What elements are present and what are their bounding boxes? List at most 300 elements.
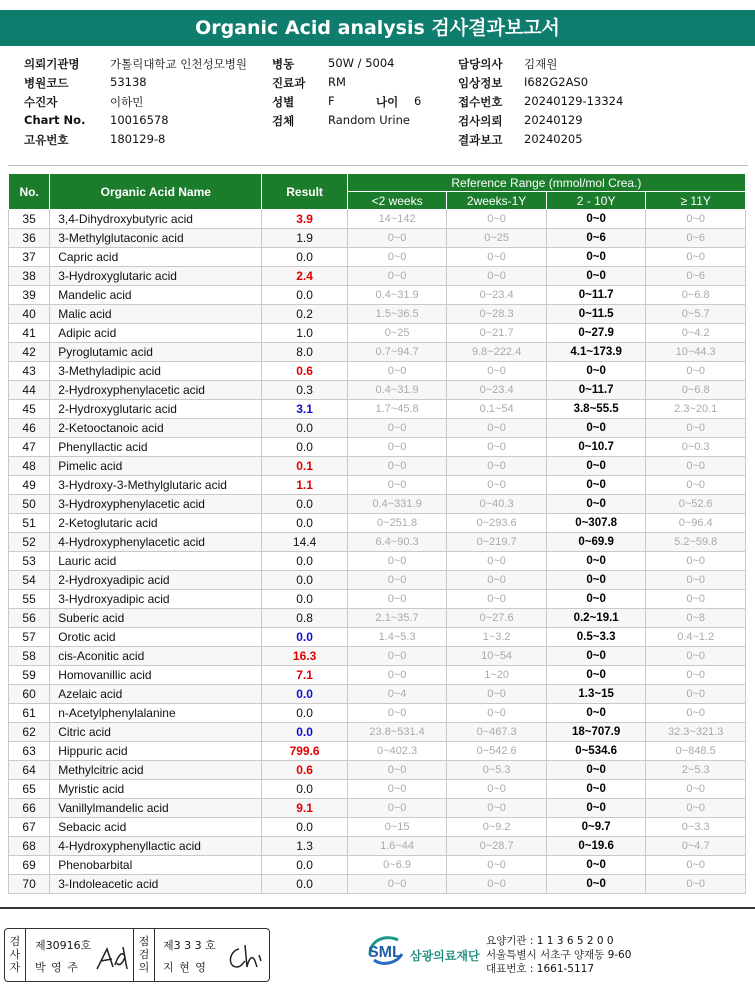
- org-phone: 대표번호 : 1661-5117: [486, 963, 595, 975]
- hospital-label: 의뢰기관명: [24, 57, 80, 71]
- result-value: 1.0: [262, 324, 347, 343]
- signature-box: [4, 928, 270, 982]
- ref-2weeks-1y: 0.1~54: [447, 400, 547, 419]
- acid-name: Malic acid: [50, 305, 262, 324]
- acid-name: 3-Hydroxyglutaric acid: [50, 267, 262, 286]
- table-row: [9, 685, 746, 704]
- table-row: [9, 210, 746, 229]
- ref-2-10y: 0~0: [546, 362, 646, 381]
- row-number: 57: [9, 628, 50, 647]
- tester-license: 제30916호: [35, 939, 92, 952]
- ref-2weeks-1y: 0~0: [447, 362, 547, 381]
- uid-value: 180129-8: [110, 132, 166, 146]
- col-no-header: No.: [9, 174, 50, 210]
- acid-name: Phenobarbital: [50, 856, 262, 875]
- ref-under-2-weeks: 1.6~44: [347, 837, 447, 856]
- tester-signature: [93, 943, 131, 975]
- chart-label: Chart No.: [24, 113, 86, 127]
- doctor-value: 김재원: [524, 57, 558, 71]
- acid-name: 2-Ketooctanoic acid: [50, 419, 262, 438]
- ref-under-2-weeks: 0~0: [347, 666, 447, 685]
- ref-2-10y: 0~0: [546, 761, 646, 780]
- table-row: [9, 666, 746, 685]
- ref-2-10y: 0~0: [546, 647, 646, 666]
- ref-under-2-weeks: 0~251.8: [347, 514, 447, 533]
- row-number: 47: [9, 438, 50, 457]
- results-body: [9, 210, 746, 894]
- ref-2-10y: 0~0: [546, 476, 646, 495]
- ref-2-10y: 0~19.6: [546, 837, 646, 856]
- ref-under-2-weeks: 0~0: [347, 704, 447, 723]
- ref-2weeks-1y: 0~0: [447, 685, 547, 704]
- row-number: 61: [9, 704, 50, 723]
- ref-under-2-weeks: 0.4~331.9: [347, 495, 447, 514]
- result-value: 0.0: [262, 723, 347, 742]
- ref-under-2-weeks: 0~0: [347, 438, 447, 457]
- ref-2-10y: 0~27.9: [546, 324, 646, 343]
- ref-over-11y: 32.3~321.3: [646, 723, 746, 742]
- row-number: 41: [9, 324, 50, 343]
- ref-2-10y: 1.3~15: [546, 685, 646, 704]
- table-row: [9, 628, 746, 647]
- result-value: 0.0: [262, 685, 347, 704]
- ref-under-2-weeks: 0~0: [347, 248, 447, 267]
- ref-over-11y: 2~5.3: [646, 761, 746, 780]
- receipt-label: 접수번호: [458, 95, 503, 109]
- ref-under-2-weeks: 0.7~94.7: [347, 343, 447, 362]
- row-number: 44: [9, 381, 50, 400]
- ref-over-11y: 0~4.7: [646, 837, 746, 856]
- ref-2weeks-1y: 0~0: [447, 590, 547, 609]
- result-value: 7.1: [262, 666, 347, 685]
- ref-2-10y: 0~0: [546, 590, 646, 609]
- ref-2-10y: 0~0: [546, 552, 646, 571]
- ref-under-2-weeks: 0~0: [347, 761, 447, 780]
- ref-2-10y: 0~0: [546, 856, 646, 875]
- confirmer-signature: [225, 941, 263, 973]
- ref-over-11y: 0~0: [646, 419, 746, 438]
- ref-over-11y: 0~0: [646, 210, 746, 229]
- ref-over-11y: 0~6.8: [646, 381, 746, 400]
- ref-2-10y: 0~0: [546, 704, 646, 723]
- ref-col-4: ≥ 11Y: [646, 192, 746, 210]
- result-value: 9.1: [262, 799, 347, 818]
- ref-under-2-weeks: 14~142: [347, 210, 447, 229]
- ref-2weeks-1y: 0~27.6: [447, 609, 547, 628]
- specimen-value: Random Urine: [328, 113, 410, 127]
- ref-under-2-weeks: 0~0: [347, 590, 447, 609]
- acid-name: 3-Indoleacetic acid: [50, 875, 262, 894]
- result-value: 0.0: [262, 495, 347, 514]
- acid-name: 3-Hydroxyphenylacetic acid: [50, 495, 262, 514]
- ref-2-10y: 0~0: [546, 571, 646, 590]
- ref-2weeks-1y: 0~0: [447, 875, 547, 894]
- table-row: [9, 571, 746, 590]
- ref-2weeks-1y: 0~0: [447, 267, 547, 286]
- acid-name: 3-Methylglutaconic acid: [50, 229, 262, 248]
- report-title: Organic Acid analysis 검사결과보고서: [0, 10, 755, 46]
- ref-2-10y: 18~707.9: [546, 723, 646, 742]
- ref-2-10y: 0~0: [546, 248, 646, 267]
- acid-name: 4-Hydroxyphenylacetic acid: [50, 533, 262, 552]
- ref-2weeks-1y: 0~0: [447, 856, 547, 875]
- ref-under-2-weeks: 0~0: [347, 267, 447, 286]
- acid-name: 2-Ketoglutaric acid: [50, 514, 262, 533]
- ref-2weeks-1y: 9.8~222.4: [447, 343, 547, 362]
- result-value: 0.2: [262, 305, 347, 324]
- table-row: [9, 438, 746, 457]
- table-row: [9, 818, 746, 837]
- request-value: 20240129: [524, 113, 583, 127]
- ref-under-2-weeks: 0~0: [347, 419, 447, 438]
- ref-2-10y: 0~69.9: [546, 533, 646, 552]
- ref-over-11y: 0~4.2: [646, 324, 746, 343]
- ref-over-11y: 0~0: [646, 799, 746, 818]
- row-number: 56: [9, 609, 50, 628]
- dept-value: RM: [328, 75, 346, 89]
- row-number: 39: [9, 286, 50, 305]
- table-row: [9, 647, 746, 666]
- code-label: 병원코드: [24, 76, 69, 90]
- table-row: [9, 419, 746, 438]
- ref-2-10y: 0~11.7: [546, 286, 646, 305]
- row-number: 35: [9, 210, 50, 229]
- chart-value: 10016578: [110, 113, 169, 127]
- confirmer-name: 지 현 영: [163, 961, 207, 974]
- ref-2weeks-1y: 0~0: [447, 248, 547, 267]
- result-value: 0.3: [262, 381, 347, 400]
- acid-name: Sebacic acid: [50, 818, 262, 837]
- ref-2weeks-1y: 0~0: [447, 704, 547, 723]
- row-number: 40: [9, 305, 50, 324]
- confirmer-license: 제3 3 3 호: [163, 939, 216, 952]
- patient-label: 수진자: [24, 95, 58, 109]
- result-value: 0.6: [262, 761, 347, 780]
- acid-name: 3,4-Dihydroxybutyric acid: [50, 210, 262, 229]
- ref-2-10y: 0~0: [546, 666, 646, 685]
- ref-over-11y: 0~0: [646, 476, 746, 495]
- table-row: [9, 723, 746, 742]
- row-number: 58: [9, 647, 50, 666]
- ref-under-2-weeks: 1.4~5.3: [347, 628, 447, 647]
- table-row: [9, 875, 746, 894]
- acid-name: Homovanillic acid: [50, 666, 262, 685]
- ref-2weeks-1y: 0~0: [447, 419, 547, 438]
- acid-name: 2-Hydroxyphenylacetic acid: [50, 381, 262, 400]
- report-label: 결과보고: [458, 133, 503, 147]
- ref-2-10y: 0~11.5: [546, 305, 646, 324]
- ref-under-2-weeks: 0~6.9: [347, 856, 447, 875]
- table-row: [9, 761, 746, 780]
- ref-2-10y: 0~0: [546, 799, 646, 818]
- ref-2weeks-1y: 0~0: [447, 438, 547, 457]
- ref-over-11y: 0~0: [646, 685, 746, 704]
- ref-over-11y: 0~0: [646, 248, 746, 267]
- org-address: 서울특별시 서초구 양재동 9-60: [486, 949, 632, 961]
- ref-2-10y: 0~6: [546, 229, 646, 248]
- acid-name: 3-Hydroxy-3-Methylglutaric acid: [50, 476, 262, 495]
- ref-under-2-weeks: 0~25: [347, 324, 447, 343]
- ref-over-11y: 0~3.3: [646, 818, 746, 837]
- acid-name: 3-Hydroxyadipic acid: [50, 590, 262, 609]
- ref-under-2-weeks: 0~0: [347, 571, 447, 590]
- ref-col-1: <2 weeks: [347, 192, 447, 210]
- age-label: 나이: [376, 95, 399, 109]
- patient-value: 이하민: [110, 95, 144, 109]
- ref-2weeks-1y: 0~28.3: [447, 305, 547, 324]
- ref-over-11y: 0~96.4: [646, 514, 746, 533]
- ward-label: 병동: [272, 57, 295, 71]
- ref-over-11y: 0~0: [646, 590, 746, 609]
- table-row: [9, 324, 746, 343]
- acid-name: Phenyllactic acid: [50, 438, 262, 457]
- ref-2weeks-1y: 0~5.3: [447, 761, 547, 780]
- ref-2weeks-1y: 0~542.6: [447, 742, 547, 761]
- ref-over-11y: 0~6: [646, 229, 746, 248]
- ref-2-10y: 0~0: [546, 267, 646, 286]
- sex-label: 성별: [272, 95, 295, 109]
- result-value: 1.3: [262, 837, 347, 856]
- ref-2weeks-1y: 0~40.3: [447, 495, 547, 514]
- ref-over-11y: 0~6.8: [646, 286, 746, 305]
- agency-number: 요양기관 : 1 1 3 6 5 2 0 0: [486, 935, 614, 947]
- row-number: 53: [9, 552, 50, 571]
- tester-label: 검사자: [9, 935, 21, 974]
- col-ref-header: Reference Range (mmol/mol Crea.): [347, 174, 745, 192]
- ref-over-11y: 5.2~59.8: [646, 533, 746, 552]
- result-value: 0.0: [262, 704, 347, 723]
- table-row: [9, 457, 746, 476]
- row-number: 67: [9, 818, 50, 837]
- ref-under-2-weeks: 0~0: [347, 229, 447, 248]
- result-value: 1.1: [262, 476, 347, 495]
- result-value: 0.0: [262, 818, 347, 837]
- ref-2weeks-1y: 0~293.6: [447, 514, 547, 533]
- result-value: 0.0: [262, 856, 347, 875]
- row-number: 59: [9, 666, 50, 685]
- table-row: [9, 609, 746, 628]
- row-number: 43: [9, 362, 50, 381]
- result-value: 0.8: [262, 609, 347, 628]
- result-value: 0.0: [262, 438, 347, 457]
- ref-2weeks-1y: 0~23.4: [447, 286, 547, 305]
- ref-2-10y: 0~0: [546, 495, 646, 514]
- ref-over-11y: 0~0: [646, 647, 746, 666]
- row-number: 60: [9, 685, 50, 704]
- ref-2-10y: 0~9.7: [546, 818, 646, 837]
- ref-under-2-weeks: 0~0: [347, 780, 447, 799]
- ref-col-3: 2 - 10Y: [546, 192, 646, 210]
- row-number: 38: [9, 267, 50, 286]
- clinical-label: 임상정보: [458, 76, 503, 90]
- result-value: 0.0: [262, 286, 347, 305]
- acid-name: Methylcitric acid: [50, 761, 262, 780]
- ref-over-11y: 0~0: [646, 856, 746, 875]
- ref-under-2-weeks: 1.7~45.8: [347, 400, 447, 419]
- result-value: 14.4: [262, 533, 347, 552]
- result-value: 0.6: [262, 362, 347, 381]
- table-row: [9, 514, 746, 533]
- ref-2weeks-1y: 0~0: [447, 571, 547, 590]
- patient-info: [24, 56, 744, 151]
- request-label: 검사의뢰: [458, 114, 503, 128]
- table-row: [9, 381, 746, 400]
- ref-2weeks-1y: 0~25: [447, 229, 547, 248]
- acid-name: Pyroglutamic acid: [50, 343, 262, 362]
- ref-2weeks-1y: 1~20: [447, 666, 547, 685]
- table-row: [9, 704, 746, 723]
- row-number: 55: [9, 590, 50, 609]
- row-number: 42: [9, 343, 50, 362]
- age-value: 6: [414, 94, 422, 108]
- ref-under-2-weeks: 0~15: [347, 818, 447, 837]
- acid-name: Vanillylmandelic acid: [50, 799, 262, 818]
- result-value: 0.0: [262, 419, 347, 438]
- ref-over-11y: 2.3~20.1: [646, 400, 746, 419]
- acid-name: Citric acid: [50, 723, 262, 742]
- acid-name: Adipic acid: [50, 324, 262, 343]
- table-row: [9, 495, 746, 514]
- ref-2weeks-1y: 0~0: [447, 799, 547, 818]
- acid-name: Mandelic acid: [50, 286, 262, 305]
- row-number: 62: [9, 723, 50, 742]
- result-value: 0.0: [262, 590, 347, 609]
- row-number: 65: [9, 780, 50, 799]
- ref-2weeks-1y: 0~28.7: [447, 837, 547, 856]
- org-name: 삼광의료재단: [410, 949, 480, 963]
- ref-under-2-weeks: 2.1~35.7: [347, 609, 447, 628]
- ref-under-2-weeks: 0.4~31.9: [347, 286, 447, 305]
- specimen-label: 검체: [272, 114, 295, 128]
- row-number: 36: [9, 229, 50, 248]
- ref-under-2-weeks: 0~0: [347, 647, 447, 666]
- ref-2weeks-1y: 0~219.7: [447, 533, 547, 552]
- report-value: 20240205: [524, 132, 583, 146]
- row-number: 52: [9, 533, 50, 552]
- ref-over-11y: 0~0: [646, 571, 746, 590]
- table-row: [9, 343, 746, 362]
- result-value: 3.1: [262, 400, 347, 419]
- sex-value: F: [328, 94, 335, 108]
- ref-over-11y: 0~6: [646, 267, 746, 286]
- ref-over-11y: 0~52.6: [646, 495, 746, 514]
- row-number: 69: [9, 856, 50, 875]
- ref-2-10y: 4.1~173.9: [546, 343, 646, 362]
- table-row: [9, 305, 746, 324]
- ref-2weeks-1y: 0~0: [447, 552, 547, 571]
- ref-2weeks-1y: 0~0: [447, 476, 547, 495]
- ref-over-11y: 0~0: [646, 362, 746, 381]
- acid-name: Orotic acid: [50, 628, 262, 647]
- dept-label: 진료과: [272, 76, 306, 90]
- result-value: 1.9: [262, 229, 347, 248]
- result-value: 0.0: [262, 248, 347, 267]
- row-number: 51: [9, 514, 50, 533]
- table-row: [9, 590, 746, 609]
- code-value: 53138: [110, 75, 147, 89]
- ref-2-10y: 3.8~55.5: [546, 400, 646, 419]
- acid-name: Capric acid: [50, 248, 262, 267]
- hospital-value: 가톨릭대학교 인천성모병원: [110, 57, 247, 71]
- ref-under-2-weeks: 6.4~90.3: [347, 533, 447, 552]
- row-number: 64: [9, 761, 50, 780]
- acid-name: Suberic acid: [50, 609, 262, 628]
- ref-over-11y: 0~0: [646, 552, 746, 571]
- acid-name: 2-Hydroxyadipic acid: [50, 571, 262, 590]
- ref-under-2-weeks: 0~0: [347, 552, 447, 571]
- ref-2weeks-1y: 0~0: [447, 457, 547, 476]
- row-number: 37: [9, 248, 50, 267]
- ref-2-10y: 0.5~3.3: [546, 628, 646, 647]
- result-value: 0.0: [262, 552, 347, 571]
- result-value: 0.0: [262, 780, 347, 799]
- footer: [0, 918, 755, 991]
- acid-name: 2-Hydroxyglutaric acid: [50, 400, 262, 419]
- table-row: [9, 248, 746, 267]
- ref-2-10y: 0~307.8: [546, 514, 646, 533]
- ref-2weeks-1y: 0~467.3: [447, 723, 547, 742]
- acid-name: Azelaic acid: [50, 685, 262, 704]
- acid-name: Pimelic acid: [50, 457, 262, 476]
- row-number: 46: [9, 419, 50, 438]
- ref-under-2-weeks: 23.8~531.4: [347, 723, 447, 742]
- acid-name: Lauric acid: [50, 552, 262, 571]
- acid-name: 4-Hydroxyphenyllactic acid: [50, 837, 262, 856]
- ref-2weeks-1y: 0~0: [447, 780, 547, 799]
- ref-2weeks-1y: 1~3.2: [447, 628, 547, 647]
- ref-2-10y: 0.2~19.1: [546, 609, 646, 628]
- ref-over-11y: 0~5.7: [646, 305, 746, 324]
- result-value: 799.6: [262, 742, 347, 761]
- table-row: [9, 856, 746, 875]
- row-number: 45: [9, 400, 50, 419]
- table-row: [9, 400, 746, 419]
- result-value: 16.3: [262, 647, 347, 666]
- acid-name: Myristic acid: [50, 780, 262, 799]
- result-value: 2.4: [262, 267, 347, 286]
- table-row: [9, 286, 746, 305]
- ref-under-2-weeks: 1.5~36.5: [347, 305, 447, 324]
- row-number: 70: [9, 875, 50, 894]
- footer-divider: [0, 907, 755, 909]
- ref-under-2-weeks: 0~0: [347, 457, 447, 476]
- clinical-value: I682G2AS0: [524, 75, 589, 89]
- ref-under-2-weeks: 0~402.3: [347, 742, 447, 761]
- table-row: [9, 799, 746, 818]
- result-value: 8.0: [262, 343, 347, 362]
- row-number: 50: [9, 495, 50, 514]
- ref-2-10y: 0~0: [546, 780, 646, 799]
- result-value: 0.0: [262, 571, 347, 590]
- ref-2weeks-1y: 10~54: [447, 647, 547, 666]
- ref-under-2-weeks: 0~0: [347, 476, 447, 495]
- ref-2weeks-1y: 0~0: [447, 210, 547, 229]
- row-number: 54: [9, 571, 50, 590]
- row-number: 48: [9, 457, 50, 476]
- ref-over-11y: 10~44.3: [646, 343, 746, 362]
- ref-over-11y: 0~0: [646, 780, 746, 799]
- acid-name: 3-Methyladipic acid: [50, 362, 262, 381]
- ref-col-2: 2weeks-1Y: [447, 192, 547, 210]
- ref-over-11y: 0~0: [646, 666, 746, 685]
- ref-under-2-weeks: 0~0: [347, 362, 447, 381]
- results-table: [8, 173, 746, 894]
- ref-over-11y: 0~8: [646, 609, 746, 628]
- result-value: 3.9: [262, 210, 347, 229]
- table-row: [9, 267, 746, 286]
- table-row: [9, 229, 746, 248]
- doctor-label: 담당의사: [458, 57, 503, 71]
